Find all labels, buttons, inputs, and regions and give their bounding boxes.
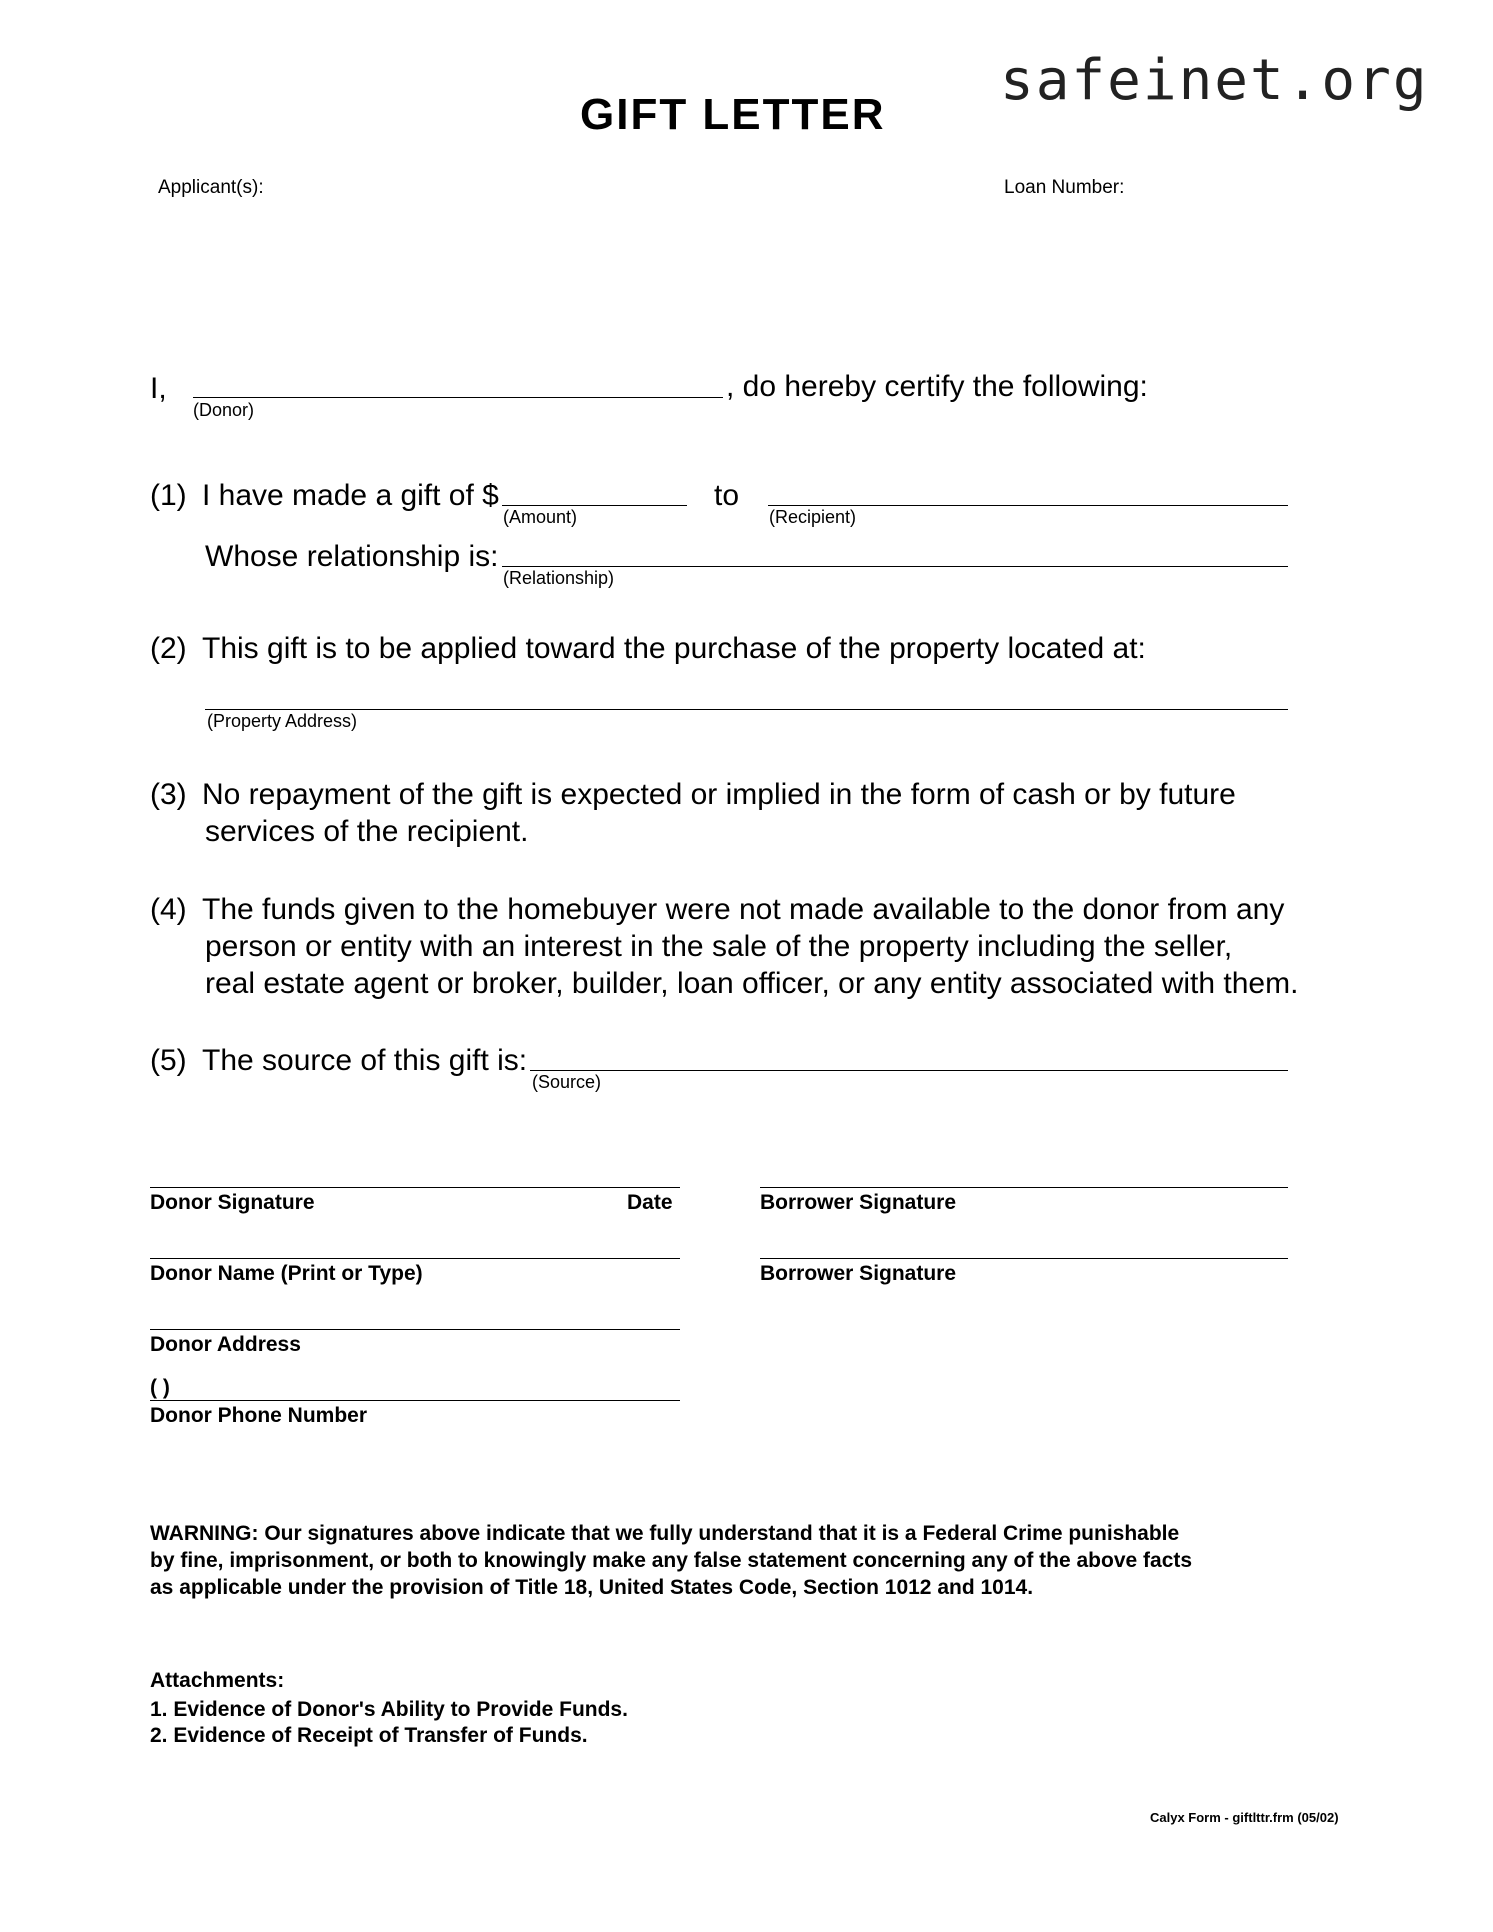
warning-line-2: by fine, imprisonment, or both to knowingly make any false statement concerning any of the above facts [150,1549,1193,1572]
borrower-signature-line-1[interactable] [760,1187,1288,1188]
item5-number: (5) [150,1044,187,1077]
item2-number: (2) [150,632,187,665]
relationship-caption: (Relationship) [503,568,615,588]
form-footer: Calyx Form - giftlttr.frm (05/02) [1150,1810,1339,1825]
certify-prefix: I, [150,372,167,405]
amount-caption: (Amount) [503,507,578,527]
donor-caption: (Donor) [193,400,255,420]
applicants-label: Applicant(s): [158,177,264,198]
warning-line-3: as applicable under the provision of Title 18, United States Code, Section 1012 and 1014. [150,1576,1034,1599]
recipient-field[interactable] [768,505,1288,506]
donor-signature-line[interactable] [150,1187,680,1188]
date-label: Date [627,1191,673,1214]
donor-signature-label: Donor Signature [150,1191,315,1214]
source-field[interactable] [530,1070,1288,1071]
certify-suffix: , do hereby certify the following: [726,370,1148,403]
property-caption: (Property Address) [207,711,358,731]
donor-phone-line[interactable] [150,1400,680,1401]
donor-name-label: Donor Name (Print or Type) [150,1262,423,1285]
loan-number-label: Loan Number: [1004,177,1125,198]
watermark-text: safeinet.org [1000,48,1429,113]
item3-line1: No repayment of the gift is expected or implied in the form of cash or by future [202,778,1236,811]
warning-text [150,1520,1290,1601]
borrower-signature-label-1: Borrower Signature [760,1191,957,1214]
donor-address-label: Donor Address [150,1333,301,1356]
item4-line3: real estate agent or broker, builder, loan officer, or any entity associated with them. [205,967,1299,1000]
property-address-field[interactable] [205,709,1288,710]
attachment-item-1: 1. Evidence of Donor's Ability to Provide Funds. [150,1698,628,1721]
item1-number: (1) [150,479,187,512]
page-title: GIFT LETTER [580,90,886,139]
borrower-signature-line-2[interactable] [760,1258,1288,1259]
attachments-heading: Attachments: [150,1669,285,1692]
item4-line2: person or entity with an interest in the sale of the property including the seller, [205,930,1233,963]
item4-number: (4) [150,893,187,926]
warning-line-1: WARNING: Our signatures above indicate that we fully understand that it is a Federal Crime punishable [150,1522,1180,1545]
donor-address-line[interactable] [150,1329,680,1330]
relationship-field[interactable] [502,566,1288,567]
item2-text: This gift is to be applied toward the purchase of the property located at: [202,632,1146,665]
relationship-text: Whose relationship is: [205,540,499,573]
source-caption: (Source) [532,1072,602,1092]
recipient-caption: (Recipient) [769,507,857,527]
phone-area-code-parens: ( ) [150,1376,170,1399]
amount-field[interactable] [502,505,687,506]
attachment-item-2: 2. Evidence of Receipt of Transfer of Funds. [150,1724,588,1747]
item5-text: The source of this gift is: [202,1044,528,1077]
item3-number: (3) [150,778,187,811]
donor-phone-label: Donor Phone Number [150,1404,368,1427]
borrower-signature-label-2: Borrower Signature [760,1262,957,1285]
item4-line1: The funds given to the homebuyer were not made available to the donor from any [202,893,1285,926]
item1-to: to [714,479,740,512]
donor-field[interactable] [193,397,723,398]
item1-text: I have made a gift of $ [202,479,499,512]
item3-line2: services of the recipient. [205,815,529,848]
donor-name-line[interactable] [150,1258,680,1259]
